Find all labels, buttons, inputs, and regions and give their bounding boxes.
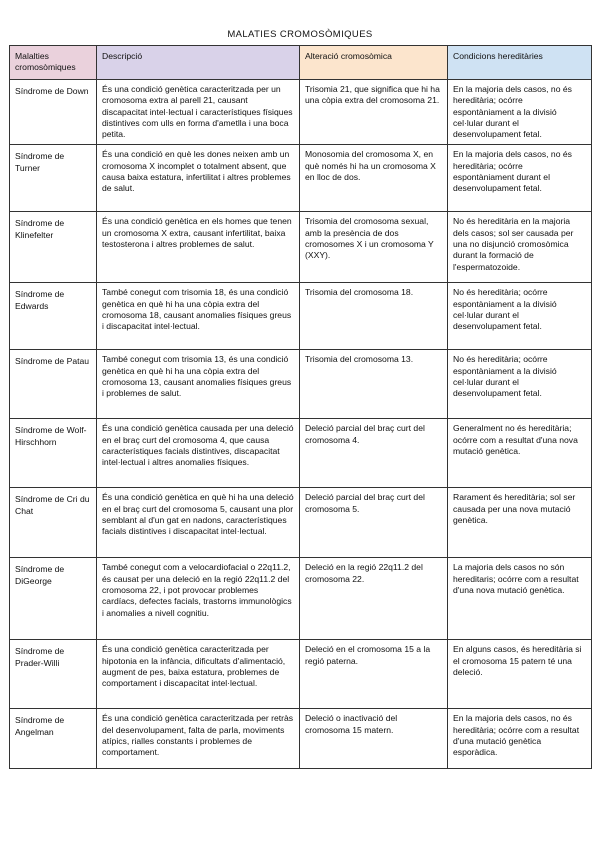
chromosomal-alteration: Deleció o inactivació del cromosoma 15 matern. — [300, 709, 448, 769]
table-row — [10, 709, 592, 769]
chromosomal-alteration: Deleció parcial del braç curt del cromosoma 4. — [300, 419, 448, 488]
disease-description: És una condició genètica caracteritzada per un cromosoma extra al parell 21, causant discapacitat intel·lectual i característiques físiques distintives com ulls en forma d'ametlla i una boca petita. — [97, 80, 300, 145]
disease-description: També conegut com a velocardiofacial o 22q11.2, és causat per una deleció en la regió 22q11.2 del cromosoma 22, i pot provocar problemes cardíacs, defectes facials, trastorns immunològics i anomalies a nivell cognitiu. — [97, 558, 300, 640]
hereditary-condition: No és hereditària; ocórre espontàniament a la divisió cel·lular durant el desenvolupament fetal. — [448, 283, 592, 350]
hereditary-condition: En la majoria dels casos, no és hereditària; ocórre com a resultat d'una mutació genètica esporàdica. — [448, 709, 592, 769]
header-alteration: Alteració cromosòmica — [300, 46, 448, 80]
hereditary-condition: Generalment no és hereditària; ocórre com a resultat d'una nova mutació genètica. — [448, 419, 592, 488]
disease-name: Síndrome de Cri du Chat — [10, 488, 97, 558]
disease-name: Síndrome de Wolf-Hirschhorn — [10, 419, 97, 488]
table-row — [10, 350, 592, 419]
chromosomal-alteration: Deleció en la regió 22q11.2 del cromosoma 22. — [300, 558, 448, 640]
hereditary-condition: Rarament és hereditària; sol ser causada per una nova mutació genètica. — [448, 488, 592, 558]
disease-name: Síndrome de Prader-Willi — [10, 640, 97, 709]
disease-name: Síndrome de Angelman — [10, 709, 97, 769]
table-header-row — [10, 46, 592, 80]
chromosomal-alteration: Monosomia del cromosoma X, en què només hi ha un cromosoma X en lloc de dos. — [300, 145, 448, 212]
disease-name: Síndrome de Turner — [10, 145, 97, 212]
chromosomal-alteration: Trisomia 21, que significa que hi ha una còpia extra del cromosoma 21. — [300, 80, 448, 145]
disease-description: És una condició genètica en els homes que tenen un cromosoma X extra, causant infertilitat, baixa testosterona i altres problemes de salut. — [97, 212, 300, 283]
chromosomal-alteration: Deleció parcial del braç curt del cromosoma 5. — [300, 488, 448, 558]
disease-description: És una condició en què les dones neixen amb un cromosoma X incomplet o totalment absent, que causa baixa estatura, infertilitat i altres problemes de salut. — [97, 145, 300, 212]
hereditary-condition: La majoria dels casos no són hereditaris; ocórre com a resultat d'una nova mutació genètica. — [448, 558, 592, 640]
header-description: Descripció — [97, 46, 300, 80]
header-disease: Malalties cromosòmiques — [10, 46, 97, 80]
table-row — [10, 212, 592, 283]
table-row — [10, 80, 592, 145]
disease-description: És una condició genètica en què hi ha una deleció en el braç curt del cromosoma 5, causant una plor semblant al d'un gat en nadons, característiques facials distintives i discapacitat intel·lectual. — [97, 488, 300, 558]
disease-name: Síndrome de Patau — [10, 350, 97, 419]
table-row — [10, 283, 592, 350]
disease-name: Síndrome de Klinefelter — [10, 212, 97, 283]
disease-name: Síndrome de Edwards — [10, 283, 97, 350]
table-row — [10, 558, 592, 640]
disease-description: També conegut com trisomia 18, és una condició genètica en què hi ha una còpia extra del cromosoma 18, causant anomalies físiques greus i discapacitat intel·lectual. — [97, 283, 300, 350]
chromosomal-alteration: Trisomia del cromosoma sexual, amb la presència de dos cromosomes X i un cromosoma Y (XXY). — [300, 212, 448, 283]
disease-name: Síndrome de DiGeorge — [10, 558, 97, 640]
hereditary-condition: En la majoria dels casos, no és hereditària; ocórre espontàniament durant el desenvolupament fetal. — [448, 145, 592, 212]
disease-description: També conegut com trisomia 13, és una condició genètica en què hi ha una còpia extra del cromosoma 13, causant anomalies físiques greus i problemes de salut. — [97, 350, 300, 419]
chromosomal-alteration: Deleció en el cromosoma 15 a la regió paterna. — [300, 640, 448, 709]
chromosomal-alteration: Trisomia del cromosoma 13. — [300, 350, 448, 419]
header-heredity: Condicions hereditàries — [448, 46, 592, 80]
disease-description: És una condició genètica causada per una deleció en el braç curt del cromosoma 4, que causa característiques facials distintives, discapacitat intel·lectual i altres anomalies físiques. — [97, 419, 300, 488]
hereditary-condition: No és hereditària en la majoria dels casos; sol ser causada per una no disjunció cromosòmica durant la formació de l'espermatozoide. — [448, 212, 592, 283]
chromosomal-alteration: Trisomia del cromosoma 18. — [300, 283, 448, 350]
disease-name: Síndrome de Down — [10, 80, 97, 145]
table-row — [10, 145, 592, 212]
hereditary-condition: En la majoria dels casos, no és hereditària; ocórre espontàniament a la divisió cel·lular durant el desenvolupament fetal. — [448, 80, 592, 145]
disease-description: És una condició genètica caracteritzada per retràs del desenvolupament, falta de parla, moviments atípics, rialles constants i problemes de comportament. — [97, 709, 300, 769]
chromosomal-diseases-table — [9, 45, 592, 769]
table-row — [10, 419, 592, 488]
disease-description: És una condició genètica caracteritzada per hipotonia en la infància, dificultats d'alimentació, augment de pes, baixa estatura, problemes de comportament i discapacitat intel·lectual. — [97, 640, 300, 709]
table-row — [10, 488, 592, 558]
hereditary-condition: En alguns casos, és hereditària si el cromosoma 15 patern té una deleció. — [448, 640, 592, 709]
document-title: MALATIES CROMOSÒMIQUES — [227, 29, 373, 40]
hereditary-condition: No és hereditària; ocórre espontàniament a la divisió cel·lular durant el desenvolupament fetal. — [448, 350, 592, 419]
table-row — [10, 640, 592, 709]
